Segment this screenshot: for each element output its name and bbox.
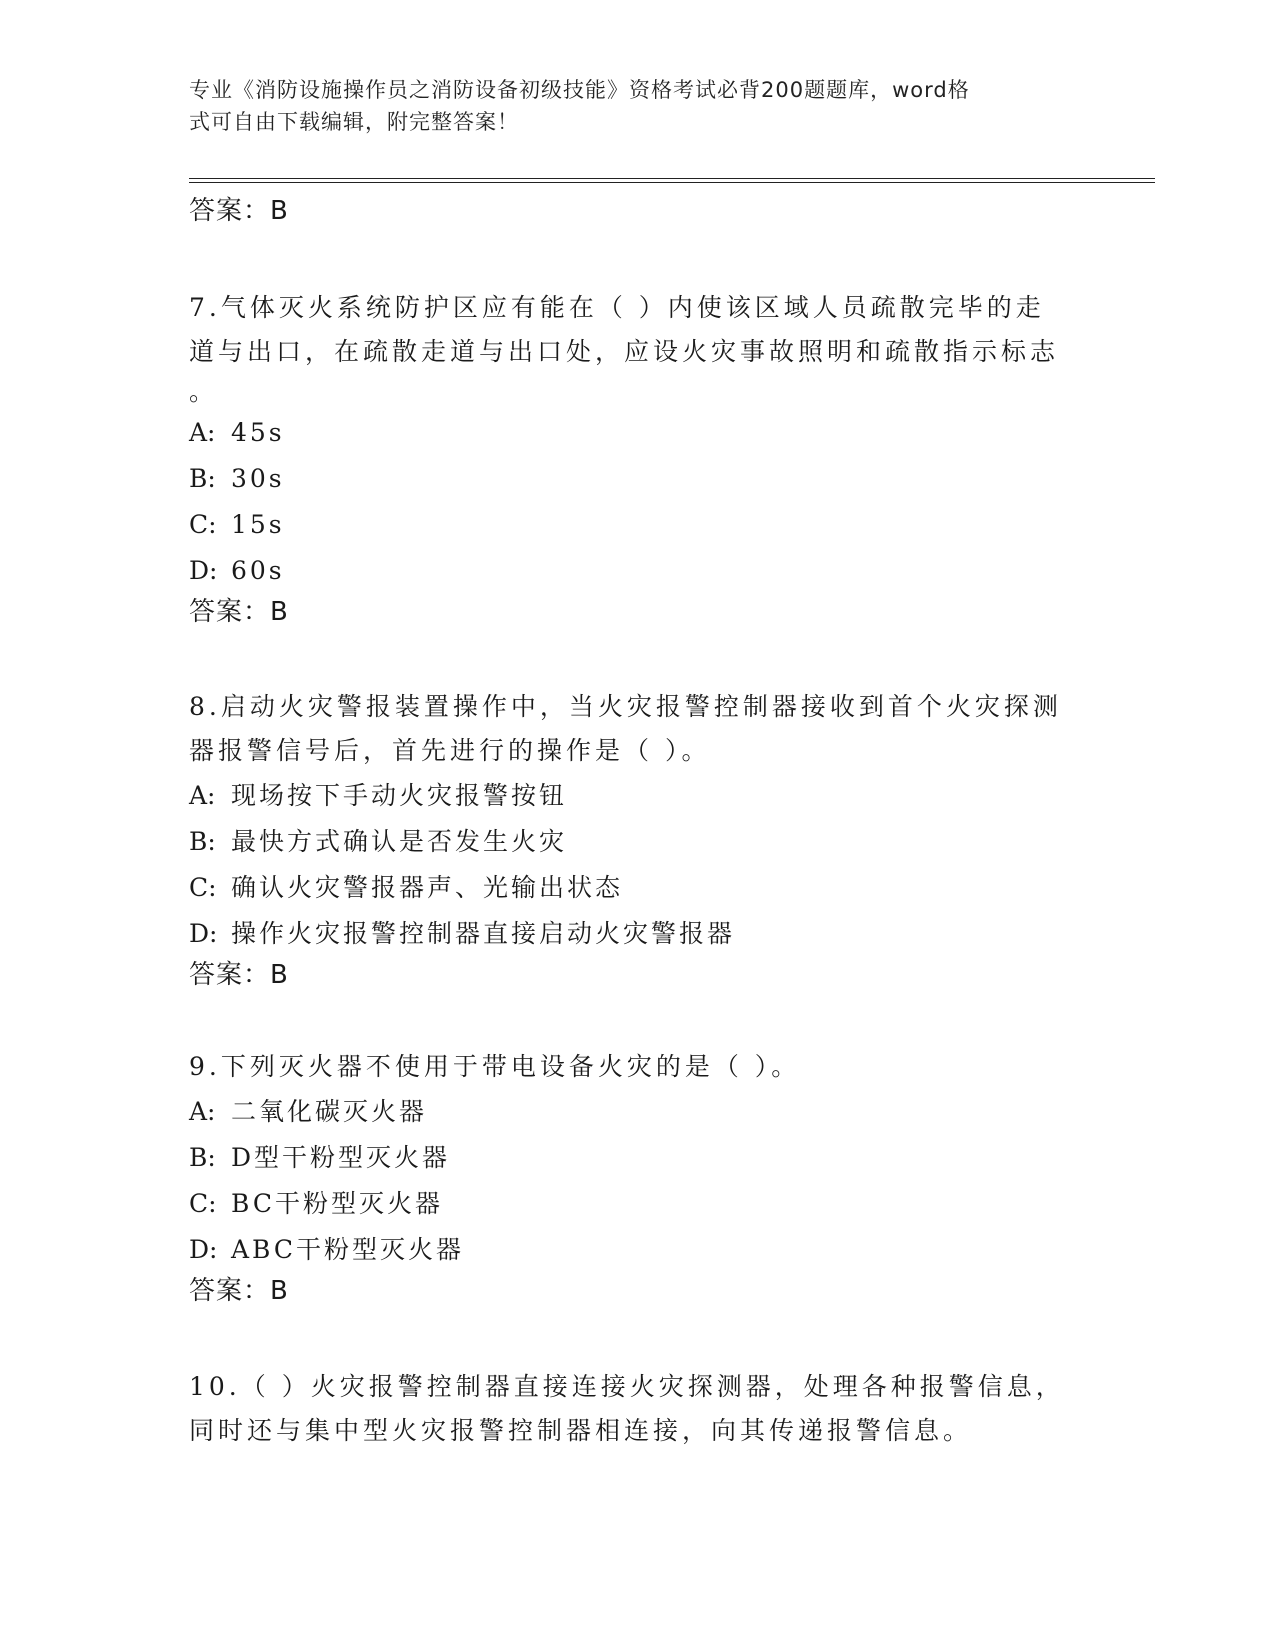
option-label: B: — [189, 464, 216, 493]
question-text: 7.气体灭火系统防护区应有能在（ ）内使该区域人员疏散完毕的走 — [189, 293, 1045, 322]
option-label: C: — [189, 873, 217, 902]
question-text: 器报警信号后，首先进行的操作是（ ）。 — [189, 736, 711, 765]
option-d — [189, 548, 1089, 594]
option-text: 操作火灾报警控制器直接启动火灾警报器 — [231, 919, 736, 948]
option-c — [189, 1181, 1089, 1227]
option-a — [189, 773, 1089, 819]
question-9 — [189, 1045, 1089, 1309]
question-text: 9.下列灭火器不使用于带电设备火灾的是（ ）。 — [189, 1052, 801, 1081]
option-d — [189, 1227, 1089, 1273]
question-8 — [189, 685, 1089, 993]
option-label: B: — [189, 827, 216, 856]
header-title-line-2: 式可自由下载编辑，附完整答案！ — [189, 110, 519, 134]
header-divider — [189, 178, 1155, 183]
option-label: D: — [189, 556, 218, 585]
option-text: 确认火灾警报器声、光输出状态 — [231, 873, 624, 902]
option-label: C: — [189, 510, 217, 539]
option-b — [189, 1135, 1089, 1181]
question-text: 同时还与集中型火灾报警控制器相连接，向其传递报警信息。 — [189, 1416, 973, 1445]
spacer — [189, 1309, 1089, 1365]
answer-line: 答案：B — [189, 196, 289, 226]
question-7 — [189, 286, 1089, 630]
option-label: C: — [189, 1189, 217, 1218]
option-text: 二氧化碳灭火器 — [231, 1097, 428, 1126]
spacer — [189, 993, 1089, 1045]
option-b — [189, 456, 1089, 502]
answer-line: 答案：B — [189, 960, 289, 990]
option-text: ABC干粉型灭火器 — [231, 1235, 465, 1264]
header-title-line-1: 专业《消防设施操作员之消防设备初级技能》资格考试必背200题题库，word格 — [189, 78, 970, 102]
option-label: D: — [189, 1235, 218, 1264]
option-text: 现场按下手动火灾报警按钮 — [231, 781, 568, 810]
option-text: 45s — [231, 418, 285, 447]
question-10 — [189, 1365, 1089, 1453]
option-c — [189, 865, 1089, 911]
option-a — [189, 1089, 1089, 1135]
answer-line: 答案：B — [189, 597, 289, 627]
spacer — [189, 630, 1089, 685]
option-text: 60s — [231, 556, 285, 585]
option-text: D型干粉型灭火器 — [231, 1143, 451, 1172]
question-text: 道与出口，在疏散走道与出口处，应设火灾事故照明和疏散指示标志 — [189, 337, 1060, 366]
question-list — [189, 193, 1089, 1453]
option-c — [189, 502, 1089, 548]
option-label: A: — [189, 781, 216, 810]
page-header — [189, 74, 1069, 138]
option-d — [189, 911, 1089, 957]
option-label: B: — [189, 1143, 216, 1172]
question-text: 。 — [189, 377, 215, 406]
answer-line: 答案：B — [189, 1276, 289, 1306]
option-label: A: — [189, 418, 216, 447]
option-a — [189, 410, 1089, 456]
question-text: 8.启动火灾警报装置操作中，当火灾报警控制器接收到首个火灾探测 — [189, 692, 1062, 721]
option-b — [189, 819, 1089, 865]
option-text: 30s — [231, 464, 285, 493]
option-label: A: — [189, 1097, 216, 1126]
option-text: BC干粉型灭火器 — [231, 1189, 443, 1218]
option-text: 最快方式确认是否发生火灾 — [231, 827, 568, 856]
spacer — [189, 229, 1089, 286]
option-label: D: — [189, 919, 218, 948]
option-text: 15s — [231, 510, 285, 539]
question-text: 10.（ ）火灾报警控制器直接连接火灾探测器，处理各种报警信息， — [189, 1372, 1065, 1401]
